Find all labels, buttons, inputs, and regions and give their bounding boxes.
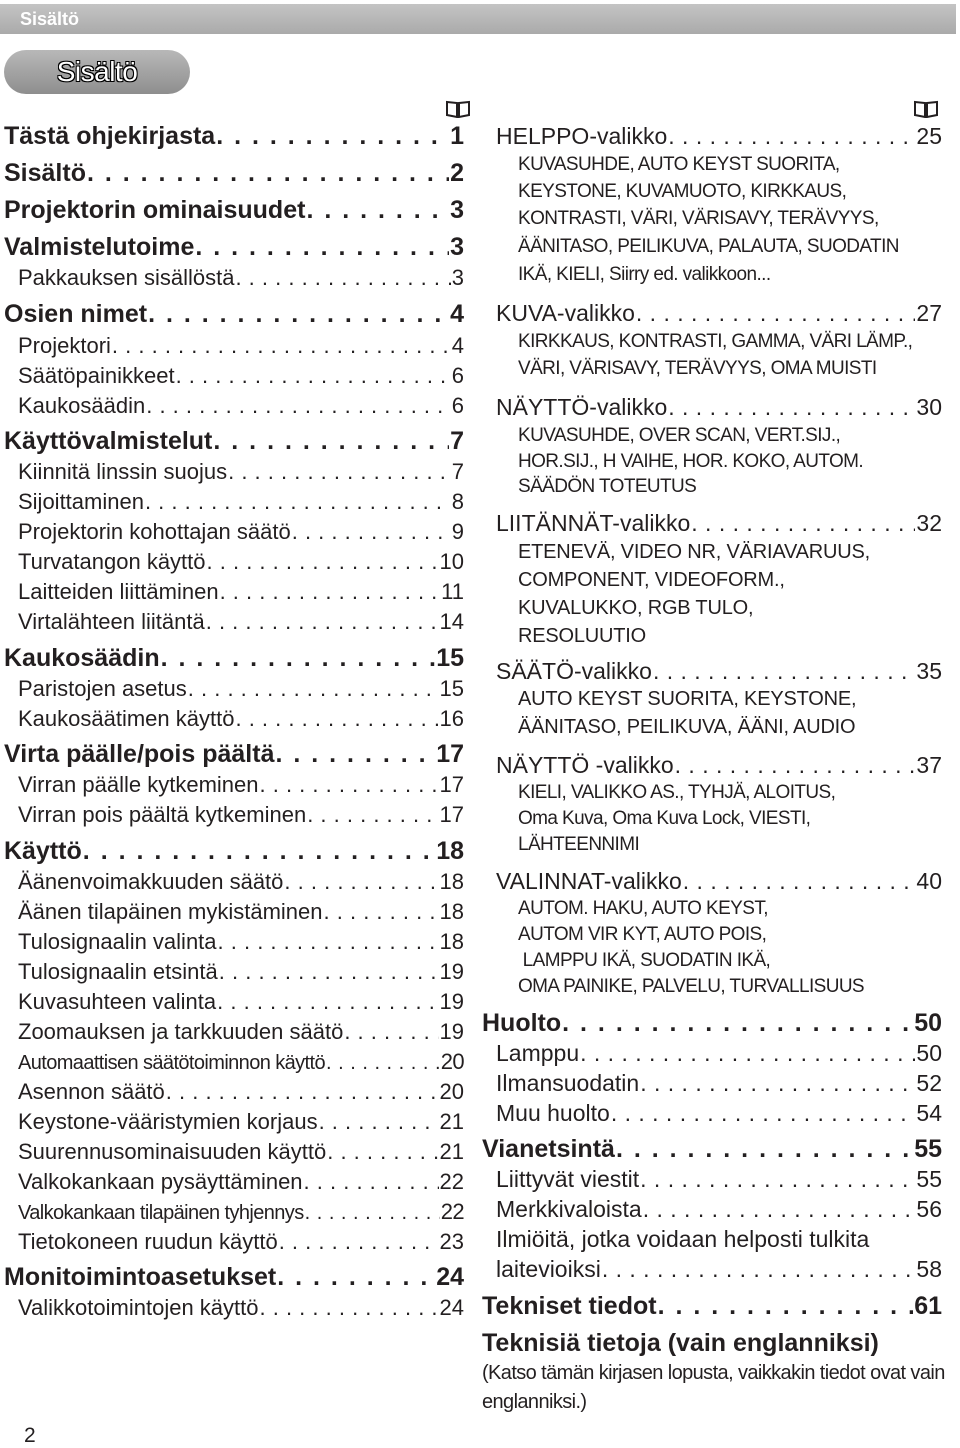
toc-item[interactable]: Turvatangon käyttö . . . 10	[18, 549, 464, 575]
breadcrumb: Sisältö	[20, 9, 80, 29]
toc-item[interactable]: Virran päälle kytkeminen . . . 17	[18, 772, 464, 798]
toc-section[interactable]: Huolto . . . 50	[482, 1009, 942, 1038]
toc-item[interactable]: Liittyvät viestit . . . 55	[496, 1166, 942, 1193]
toc-item[interactable]: Pakkauksen sisällöstä . . . 3	[18, 265, 464, 291]
toc-item[interactable]: laitevioiksi . . . 58	[496, 1256, 942, 1283]
menu-details: AUTOM VIR KYT, AUTO POIS,	[518, 924, 767, 945]
toc-section[interactable]: Sisältö . . . 2	[4, 159, 464, 188]
page-number: 2	[24, 1424, 36, 1447]
toc-item[interactable]: Valikkotoimintojen käyttö . . . 24	[18, 1295, 464, 1321]
menu-details: KEYSTONE, KUVAMUOTO, KIRKKAUS,	[518, 181, 847, 202]
menu-details: COMPONENT, VIDEOFORM.,	[518, 569, 785, 591]
section-note: englanniksi.)	[482, 1391, 587, 1413]
menu-details: KUVALUKKO, RGB TULO,	[518, 597, 754, 619]
toc-item[interactable]: Säätöpainikkeet . . . 6	[18, 363, 464, 389]
menu-details: ÄÄNITASO, PEILIKUVA, ÄÄNI, AUDIO	[518, 716, 856, 738]
toc-section[interactable]: Valmistelutoime . . . 3	[4, 233, 464, 262]
toc-section[interactable]: Virta päälle/pois päältä . . . 17	[4, 740, 464, 769]
toc-right-column	[482, 0, 945, 1446]
toc-section[interactable]: Käyttövalmistelut . . . 7	[4, 427, 464, 456]
toc-item[interactable]: Tietokoneen ruudun käyttö . . . 23	[18, 1229, 464, 1255]
toc-item[interactable]: Suurennusominaisuuden käyttö . . . 21	[18, 1139, 464, 1165]
menu-details: KUVASUHDE, AUTO KEYST SUORITA,	[518, 154, 840, 175]
toc-menu-item[interactable]: NÄYTTÖ -valikko . . . 37	[496, 752, 942, 779]
menu-details: HOR.SIJ., H VAIHE, HOR. KOKO, AUTOM.	[518, 451, 864, 472]
menu-details: IKÄ, KIELI, Siirry ed. valikkoon...	[518, 264, 771, 285]
toc-item[interactable]: Virtalähteen liitäntä . . . 14	[18, 609, 464, 635]
toc-menu-item[interactable]: VALINNAT-valikko . . . 40	[496, 868, 942, 895]
menu-details: KONTRASTI, VÄRI, VÄRISAVY, TERÄVYYS,	[518, 208, 879, 229]
toc-item[interactable]: Äänenvoimakkuuden säätö . . . 18	[18, 869, 464, 895]
toc-item[interactable]: Paristojen asetus . . . 15	[18, 676, 464, 702]
toc-menu-item[interactable]: NÄYTTÖ-valikko . . . 30	[496, 394, 942, 421]
toc-item[interactable]: Keystone-vääristymien korjaus . . . 21	[18, 1109, 464, 1135]
toc-item[interactable]: Muu huolto . . . 54	[496, 1100, 942, 1127]
toc-item[interactable]: Virran pois päältä kytkeminen . . . 17	[18, 802, 464, 828]
toc-item[interactable]: Asennon säätö . . . 20	[18, 1079, 464, 1105]
toc-item[interactable]: Sijoittaminen . . . 8	[18, 489, 464, 515]
toc-section[interactable]: Kaukosäädin . . . 15	[4, 644, 464, 673]
toc-menu-item[interactable]: LIITÄNNÄT-valikko . . . 32	[496, 510, 942, 537]
toc-item[interactable]: Kaukosäätimen käyttö . . . 16	[18, 706, 464, 732]
toc-item[interactable]: Projektori . . . 4	[18, 333, 464, 359]
toc-item[interactable]: Valkokankaan pysäyttäminen . . . 22	[18, 1169, 464, 1195]
menu-details: RESOLUUTIO	[518, 625, 647, 647]
menu-details: OMA PAINIKE, PALVELU, TURVALLISUUS	[518, 976, 865, 997]
toc-section[interactable]: Monitoimintoasetukset . . . 24	[4, 1263, 464, 1292]
toc-item[interactable]: Merkkivaloista . . . 56	[496, 1196, 942, 1223]
toc-section[interactable]: Käyttö . . . 18	[4, 837, 464, 866]
toc-item[interactable]: Äänen tilapäinen mykistäminen . . . 18	[18, 899, 464, 925]
menu-details: AUTO KEYST SUORITA, KEYSTONE,	[518, 688, 857, 710]
menu-details: ÄÄNITASO, PEILIKUVA, PALAUTA, SUODATIN	[518, 236, 899, 257]
toc-item[interactable]: Kiinnitä linssin suojus . . . 7	[18, 459, 464, 485]
menu-details: SÄÄDÖN TOTEUTUS	[518, 476, 697, 497]
menu-details: Oma Kuva, Oma Kuva Lock, VIESTI,	[518, 808, 811, 829]
toc-item[interactable]: Automaattisen säätötoiminnon käyttö . . . 20	[18, 1049, 464, 1075]
toc-item[interactable]: Projektorin kohottajan säätö . . . 9	[18, 519, 464, 545]
toc-left-column	[4, 0, 464, 1446]
menu-details: LÄHTEENNIMI	[518, 834, 640, 855]
toc-item[interactable]: Kaukosäädin . . . 6	[18, 393, 464, 419]
toc-item[interactable]: Lamppu . . . 50	[496, 1040, 942, 1067]
toc-item[interactable]: Laitteiden liittäminen . . . 11	[18, 579, 464, 605]
toc-item-line[interactable]: Ilmiöitä, jotka voidaan helposti tulkita	[496, 1226, 870, 1252]
page-title: Sisältö	[56, 56, 138, 87]
toc-menu-item[interactable]: HELPPO-valikko . . . 25	[496, 123, 942, 150]
toc-section[interactable]: Projektorin ominaisuudet . . . 3	[4, 196, 464, 225]
menu-details: VÄRI, VÄRISAVY, TERÄVYYS, OMA MUISTI	[518, 358, 877, 379]
toc-menu-item[interactable]: SÄÄTÖ-valikko . . . 35	[496, 658, 942, 685]
menu-details: KUVASUHDE, OVER SCAN, VERT.SIJ.,	[518, 425, 841, 446]
toc-item[interactable]: Ilmansuodatin . . . 52	[496, 1070, 942, 1097]
menu-details: ETENEVÄ, VIDEO NR, VÄRIAVARUUS,	[518, 541, 871, 563]
toc-item[interactable]: Kuvasuhteen valinta . . . 19	[18, 989, 464, 1015]
toc-item[interactable]: Tulosignaalin etsintä . . . 19	[18, 959, 464, 985]
toc-item[interactable]: Tulosignaalin valinta . . . 18	[18, 929, 464, 955]
toc-section[interactable]: Osien nimet . . . 4	[4, 300, 464, 329]
toc-section[interactable]: Teknisiä tietoja (vain englanniksi)	[482, 1329, 879, 1357]
toc-section[interactable]: Vianetsintä . . . 55	[482, 1135, 942, 1164]
menu-details: AUTOM. HAKU, AUTO KEYST,	[518, 898, 768, 919]
menu-details: LAMPPU IKÄ, SUODATIN IKÄ,	[518, 950, 771, 971]
toc-item[interactable]: Valkokankaan tilapäinen tyhjennys . . . 22	[18, 1199, 464, 1225]
toc-section[interactable]: Tekniset tiedot . . . 61	[482, 1292, 942, 1321]
menu-details: KIRKKAUS, KONTRASTI, GAMMA, VÄRI LÄMP.,	[518, 331, 913, 352]
menu-details: KIELI, VALIKKO AS., TYHJÄ, ALOITUS,	[518, 782, 836, 803]
section-note: (Katso tämän kirjasen lopusta, vaikkakin tiedot ovat vain	[482, 1362, 945, 1384]
toc-item[interactable]: Zoomauksen ja tarkkuuden säätö . . . 19	[18, 1019, 464, 1045]
toc-section[interactable]: Tästä ohjekirjasta . . . 1	[4, 122, 464, 151]
toc-menu-item[interactable]: KUVA-valikko . . . 27	[496, 300, 942, 327]
